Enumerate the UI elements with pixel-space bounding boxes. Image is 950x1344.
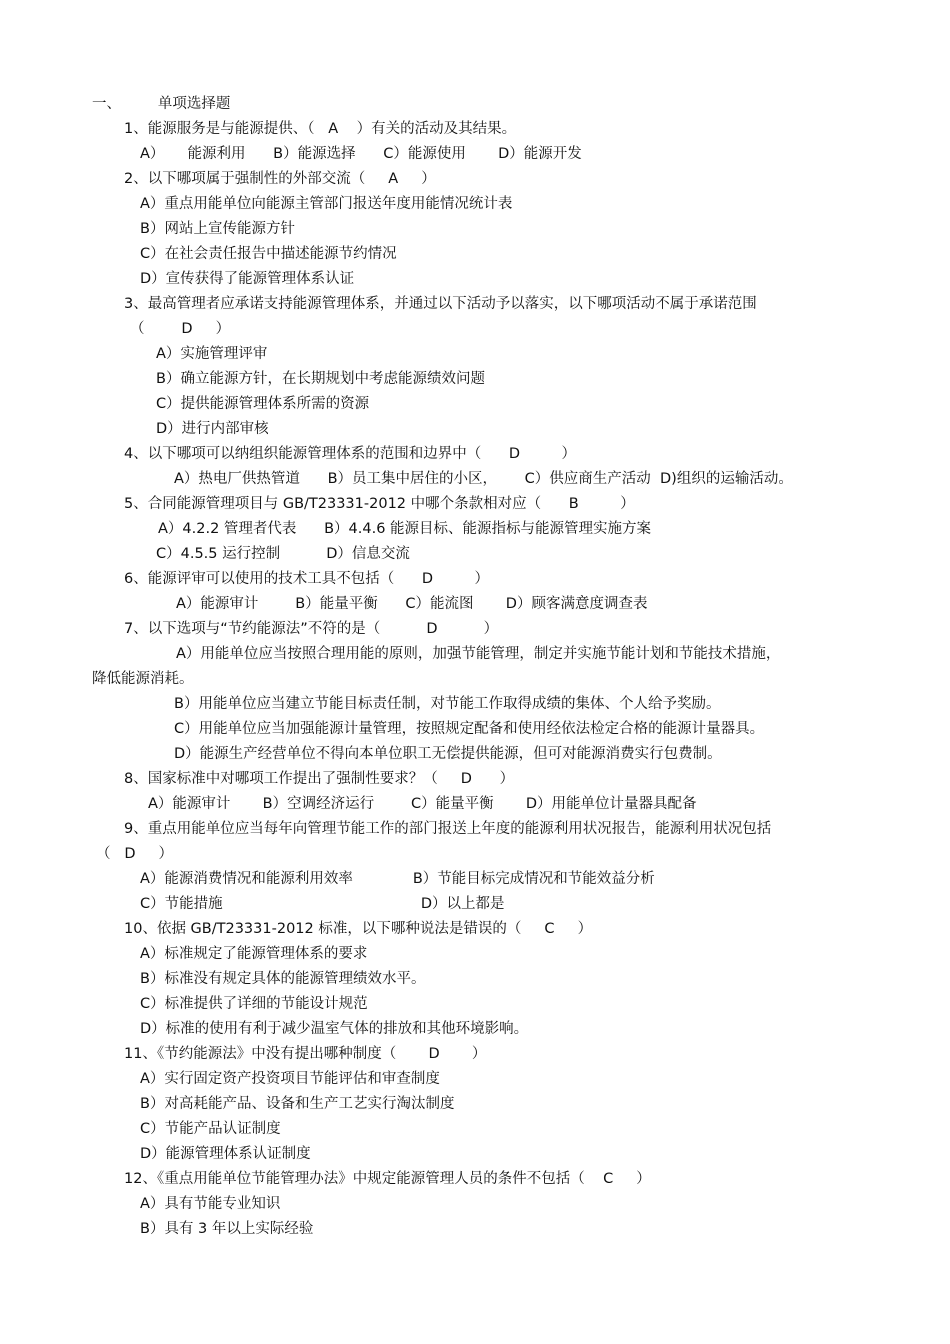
q9-options-ab: A）能源消费情况和能源利用效率 B）节能目标完成情况和节能效益分析 [140,871,655,887]
question-5: 5、合同能源管理项目与 GB/T23331-2012 中哪个条款相对应（ B ） [124,496,635,512]
q9-options-cd: C）节能措施 D）以上都是 [140,896,505,912]
question-8: 8、国家标准中对哪项工作提出了强制性要求？（ D ） [124,771,515,787]
question-3-answer: （ D ） [130,321,231,337]
q8-options: A）能源审计 B）空调经济运行 C）能量平衡 D）用能单位计量器具配备 [148,796,697,812]
q7-option-a: A）用能单位应当按照合理用能的原则，加强节能管理，制定并实施节能计划和节能技术措施， [176,646,781,662]
q6-options: A）能源审计 B）能量平衡 C）能流图 D）顾客满意度调查表 [176,596,648,612]
q11-option-d: D）能源管理体系认证制度 [140,1146,311,1162]
q10-option-a: A）标准规定了能源管理体系的要求 [140,946,368,962]
question-1: 1、能源服务是与能源提供、（ A ）有关的活动及其结果。 [124,121,517,137]
q7-option-d: D）能源生产经营单位不得向本单位职工无偿提供能源，但可对能源消费实行包费制。 [174,746,722,762]
q12-option-a: A）具有节能专业知识 [140,1196,281,1212]
question-12: 12、《重点用能单位节能管理办法》中规定能源管理人员的条件不包括（ C ） [124,1171,651,1187]
q7-option-b: B）用能单位应当建立节能目标责任制，对节能工作取得成绩的集体、个人给予奖励。 [174,696,721,712]
q11-option-b: B）对高耗能产品、设备和生产工艺实行淘汰制度 [140,1096,455,1112]
q3-option-c: C）提供能源管理体系所需的资源 [156,396,370,412]
q7-option-c: C）用能单位应当加强能源计量管理，按照规定配备和使用经依法检定合格的能源计量器具。 [174,721,765,737]
q11-option-c: C）节能产品认证制度 [140,1121,281,1137]
section-title: 一、 单项选择题 [92,96,231,112]
q2-option-c: C）在社会责任报告中描述能源节约情况 [140,246,397,262]
q5-options-ab: A）4.2.2 管理者代表 B）4.4.6 能源目标、能源指标与能源管理实施方案 [158,521,652,537]
q2-option-a: A）重点用能单位向能源主管部门报送年度用能情况统计表 [140,196,513,212]
question-9-answer: （ D ） [96,846,174,862]
question-11: 11、《节约能源法》中没有提出哪种制度（ D ） [124,1046,487,1062]
q12-option-b: B）具有 3 年以上实际经验 [140,1221,314,1237]
question-9: 9、重点用能单位应当每年向管理节能工作的部门报送上年度的能源利用状况报告，能源利用状况包括 [124,821,772,837]
q11-option-a: A）实行固定资产投资项目节能评估和审查制度 [140,1071,440,1087]
question-4: 4、以下哪项可以纳组织能源管理体系的范围和边界中（ D ） [124,446,577,462]
question-3: 3、最高管理者应承诺支持能源管理体系，并通过以下活动予以落实，以下哪项活动不属于承诺范围 [124,296,757,312]
q5-options-cd: C）4.5.5 运行控制 D）信息交流 [156,546,410,562]
q1-options: A） 能源利用 B）能源选择 C）能源使用 D）能源开发 [140,146,582,162]
question-6: 6、能源评审可以使用的技术工具不包括（ D ） [124,571,490,587]
q10-option-b: B）标准没有规定具体的能源管理绩效水平。 [140,971,426,987]
q3-option-d: D）进行内部审核 [156,421,269,437]
question-10: 10、依据 GB/T23331-2012 标准，以下哪种说法是错误的（ C ） [124,921,593,937]
q3-option-a: A）实施管理评审 [156,346,268,362]
q2-option-b: B）网站上宣传能源方针 [140,221,295,237]
q7-option-a-continued: 降低能源消耗。 [92,671,194,687]
q10-option-c: C）标准提供了详细的节能设计规范 [140,996,368,1012]
q2-option-d: D）宣传获得了能源管理体系认证 [140,271,355,287]
q10-option-d: D）标准的使用有利于减少温室气体的排放和其他环境影响。 [140,1021,529,1037]
question-2: 2、以下哪项属于强制性的外部交流（ A ） [124,171,436,187]
q4-options: A）热电厂供热管道 B）员工集中居住的小区， C）供应商生产活动 D)组织的运输活动。 [174,471,793,487]
question-7: 7、以下选项与“节约能源法”不符的是（ D ） [124,621,499,637]
q3-option-b: B）确立能源方针，在长期规划中考虑能源绩效问题 [156,371,485,387]
